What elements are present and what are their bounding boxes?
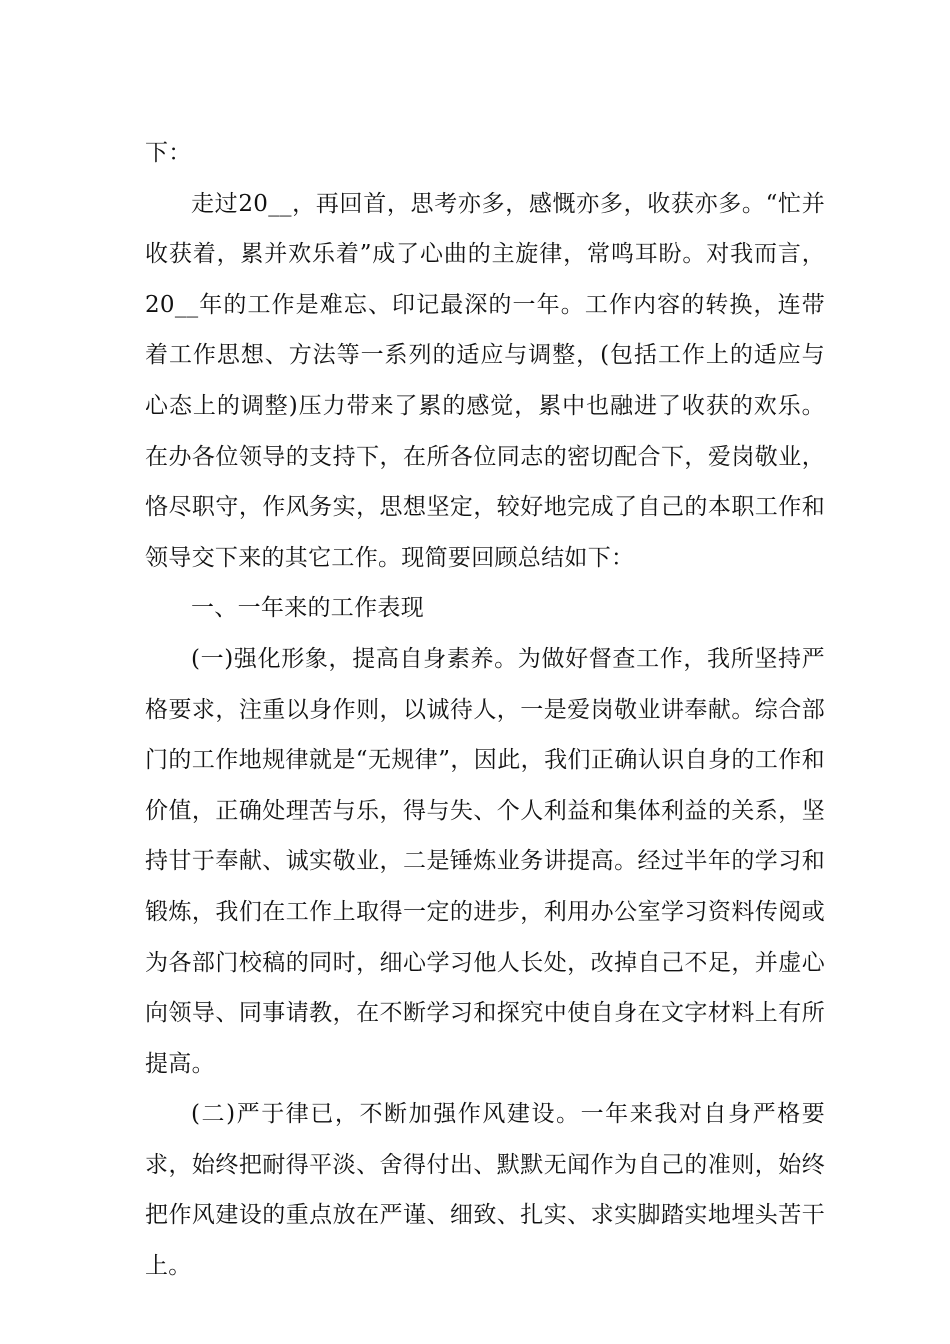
section-heading: 一、一年来的工作表现 — [191, 595, 424, 622]
paragraph-intro: 走过20__，再回首，思考亦多，感慨亦多，收获亦多。“忙并收获着，累并欢乐着”成了心曲的主旋律，常鸣耳盼。对我而言，20__年的工作是难忘、印记最深的一年。工作内容的转换，连带着工作思想、方法等一系列的适应与调整，(包括工作上的适应与心态上的调整)压力带来了累的感觉，累中也融进了收获的欢乐。在办各位领导的支持下，在所各位同志的密切配合下，爱岗敬业，恪尽职守，作风务实，思想坚定，较好地完成了自己的本职工作和领导交下来的其它工作。现简要回顾总结如下： — [145, 190, 825, 571]
paragraph-item-1: (一)强化形象，提高自身素养。为做好督查工作，我所坚持严格要求，注重以身作则，以诚待人，一是爱岗敬业讲奉献。综合部门的工作地规律就是“无规律”，因此，我们正确认识自身的工作和价值，正确处理苦与乐，得与失、个人利益和集体利益的关系，坚持甘于奉献、诚实敬业，二是锤炼业务讲提高。经过半年的学习和锻炼，我们在工作上取得一定的进步，利用办公室学习资料传阅或为各部门校稿的同时，细心学习他人长处，改掉自己不足，并虚心向领导、同事请教，在不断学习和探究中使自身在文字材料上有所提高。 — [145, 645, 825, 1077]
document-body — [145, 128, 825, 1292]
paragraph-continuation: 下： — [145, 140, 192, 166]
paragraph-item-2: (二)严于律已，不断加强作风建设。一年来我对自身严格要求，始终把耐得平淡、舍得付出、默默无闻作为自己的准则，始终把作风建设的重点放在严谨、细致、扎实、求实脚踏实地埋头苦干上。 — [145, 1101, 825, 1280]
